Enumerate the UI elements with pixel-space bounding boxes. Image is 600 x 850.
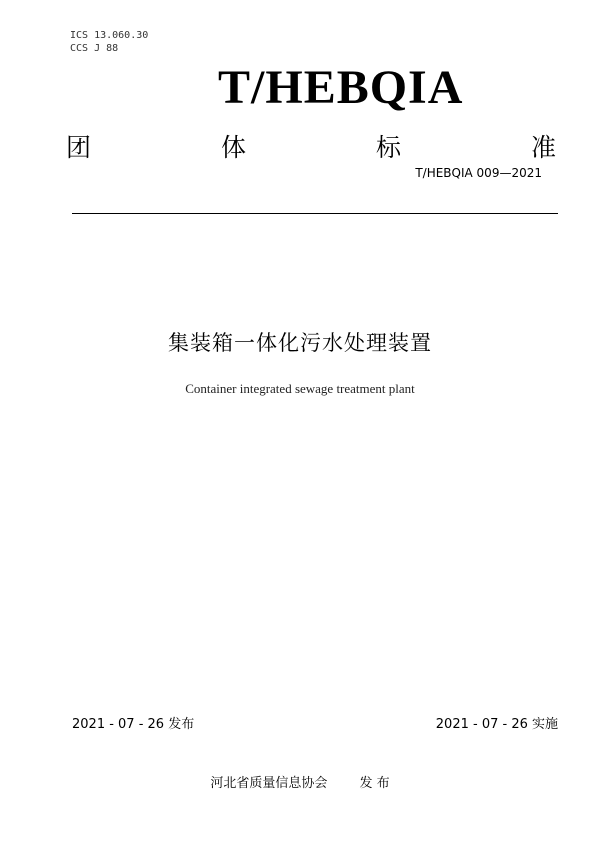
implementation-date: 2021 - 07 - 26 实施 (435, 717, 558, 732)
standard-kind-heading (66, 133, 556, 163)
standard-number: T/HEBQIA 009—2021 (415, 166, 542, 180)
ics-code: ICS 13.060.30 (70, 30, 149, 41)
publish-date: 2021 - 07 - 26 发布 (72, 717, 195, 732)
standard-kind-char: 标 (375, 133, 401, 162)
ccs-code: CCS J 88 (70, 43, 119, 54)
standard-brand: T/HEBQIA (218, 61, 464, 114)
issuer-name: 河北省质量信息协会 (210, 776, 328, 791)
standard-kind-char: 准 (530, 133, 556, 162)
document-title-chinese: 集装箱一体化污水处理装置 (168, 331, 432, 355)
classification-codes (70, 29, 148, 55)
standard-kind-char: 体 (220, 133, 246, 162)
document-title-english: Container integrated sewage treatment plant (185, 381, 415, 396)
standard-kind-char: 团 (66, 133, 92, 162)
header-divider (72, 213, 558, 214)
issuer-line (0, 775, 600, 793)
issuer-action: 发 布 (359, 776, 390, 791)
